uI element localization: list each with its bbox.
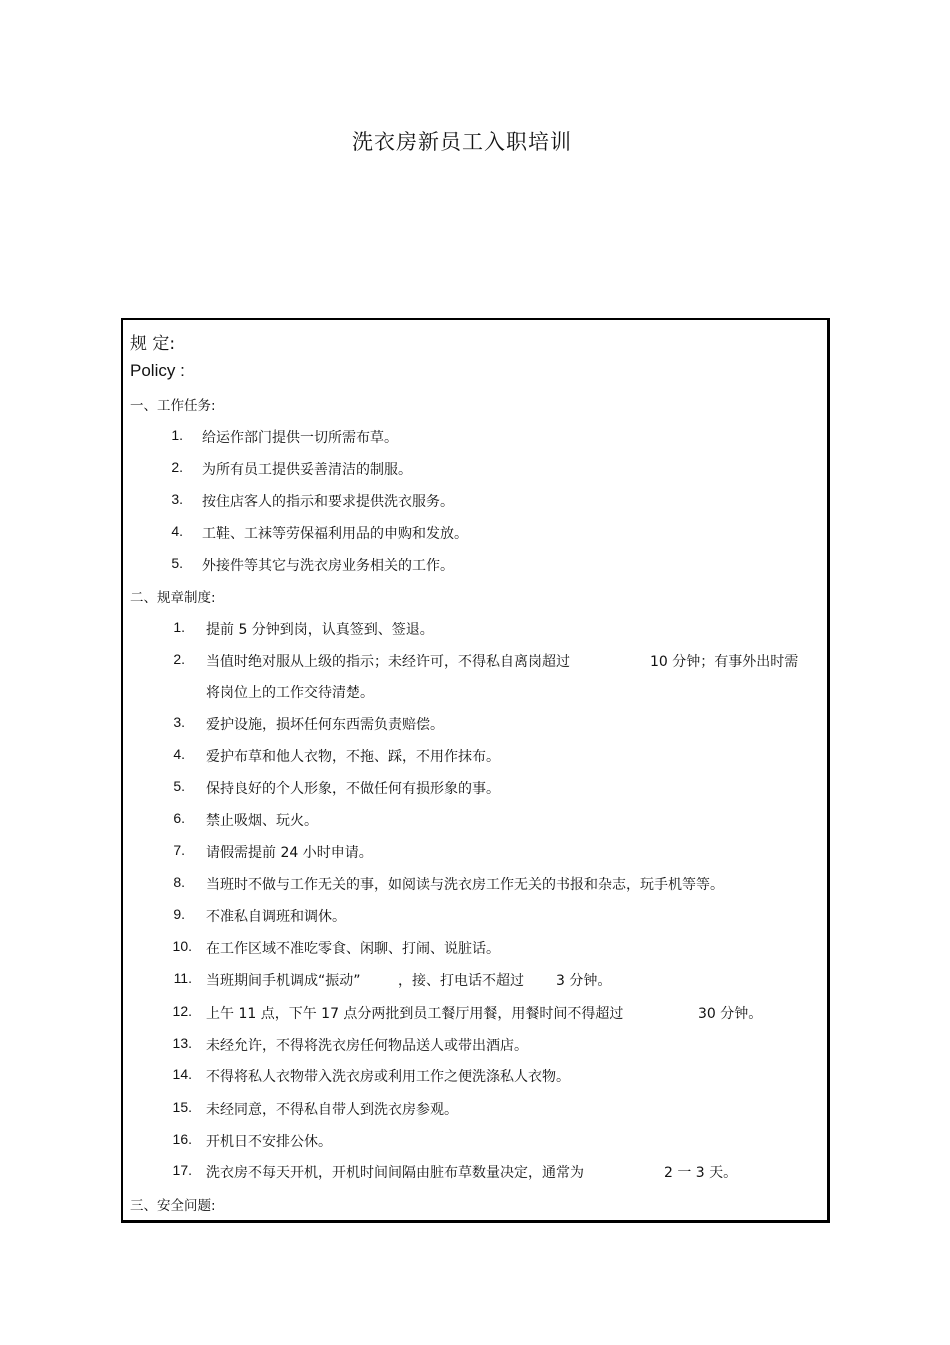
item-text: 爱护设施，损坏任何东西需负责赔偿。	[206, 717, 444, 733]
item-text-part-a: 当班期间手机调成“振动”	[206, 973, 361, 989]
item-number: 6.	[173, 810, 185, 826]
item-number: 2.	[171, 459, 183, 475]
item-text: 不得将私人衣物带入洗衣房或利用工作之便洗涤私人衣物。	[206, 1069, 570, 1085]
item-number: 13.	[172, 1035, 192, 1051]
item-number: 5.	[173, 778, 185, 794]
item-number: 7.	[173, 842, 185, 858]
header-en: Policy :	[130, 361, 185, 380]
item-text-part-b: ，接、打电话不超过	[398, 973, 524, 989]
item-number: 17.	[172, 1162, 192, 1178]
item-number: 12.	[172, 1003, 192, 1019]
item-text: 提前 5 分钟到岗，认真签到、签退。	[206, 622, 434, 638]
item-text: 请假需提前 24 小时申请。	[206, 845, 373, 861]
item-number: 3.	[173, 714, 185, 730]
item-text: 爱护布草和他人衣物，不拖、踩，不用作抹布。	[206, 749, 500, 765]
item-number: 8.	[173, 874, 185, 890]
item-text: 不准私自调班和调休。	[206, 909, 346, 925]
section-3-label: 三、安全问题:	[130, 1198, 216, 1214]
section-1-label: 一、工作任务:	[130, 398, 216, 414]
policy-box	[121, 318, 830, 1223]
item-number: 1.	[173, 619, 185, 635]
item-number: 9.	[173, 906, 185, 922]
section-2-label: 二、规章制度:	[130, 590, 216, 606]
item-text: 在工作区域不准吃零食、闲聊、打闹、说脏话。	[206, 941, 500, 957]
item-text: 工鞋、工袜等劳保福利用品的申购和发放。	[202, 526, 468, 542]
item-text-part-c: 3 分钟。	[556, 973, 612, 989]
item-number: 2.	[173, 651, 185, 667]
item-text: 保持良好的个人形象，不做任何有损形象的事。	[206, 781, 500, 797]
item-text: 外接件等其它与洗衣房业务相关的工作。	[202, 558, 454, 574]
item-text: 给运作部门提供一切所需布草。	[202, 430, 398, 446]
item-text-part-a: 上午 11 点，下午 17 点分两批到员工餐厅用餐，用餐时间不得超过	[206, 1006, 624, 1022]
item-text: 未经同意，不得私自带人到洗衣房参观。	[206, 1102, 458, 1118]
item-number: 1.	[171, 427, 183, 443]
item-number: 4.	[173, 746, 185, 762]
item-text-part-a: 洗衣房不每天开机，开机时间间隔由脏布草数量决定，通常为	[206, 1165, 584, 1181]
item-text: 未经允许，不得将洗衣房任何物品送人或带出酒店。	[206, 1038, 528, 1054]
item-text: 当班时不做与工作无关的事，如阅读与洗衣房工作无关的书报和杂志，玩手机等等。	[206, 877, 724, 893]
item-text-part-b: 2 一 3 天。	[664, 1165, 738, 1181]
item-text: 开机日不安排公休。	[206, 1134, 332, 1150]
item-number: 16.	[172, 1131, 192, 1147]
item-text-part-a: 当值时绝对服从上级的指示；未经许可，不得私自离岗超过	[206, 654, 570, 670]
item-number: 11.	[173, 970, 192, 986]
item-number: 3.	[171, 491, 183, 507]
item-text-part-b: 10 分钟；有事外出时需	[650, 654, 799, 670]
item-number: 5.	[171, 555, 183, 571]
item-number: 10.	[172, 938, 192, 954]
item-number: 4.	[171, 523, 183, 539]
item-text-part-b: 30 分钟。	[698, 1006, 763, 1022]
item-number: 14.	[172, 1066, 192, 1082]
item-text: 为所有员工提供妥善清洁的制服。	[202, 462, 412, 478]
item-text: 禁止吸烟、玩火。	[206, 813, 318, 829]
item-number: 15.	[172, 1099, 192, 1115]
document-title: 洗衣房新员工入职培训	[352, 130, 572, 154]
item-text: 按住店客人的指示和要求提供洗衣服务。	[202, 494, 454, 510]
item-text-continuation: 将岗位上的工作交待清楚。	[206, 685, 374, 701]
header-cn: 规 定:	[130, 334, 176, 354]
